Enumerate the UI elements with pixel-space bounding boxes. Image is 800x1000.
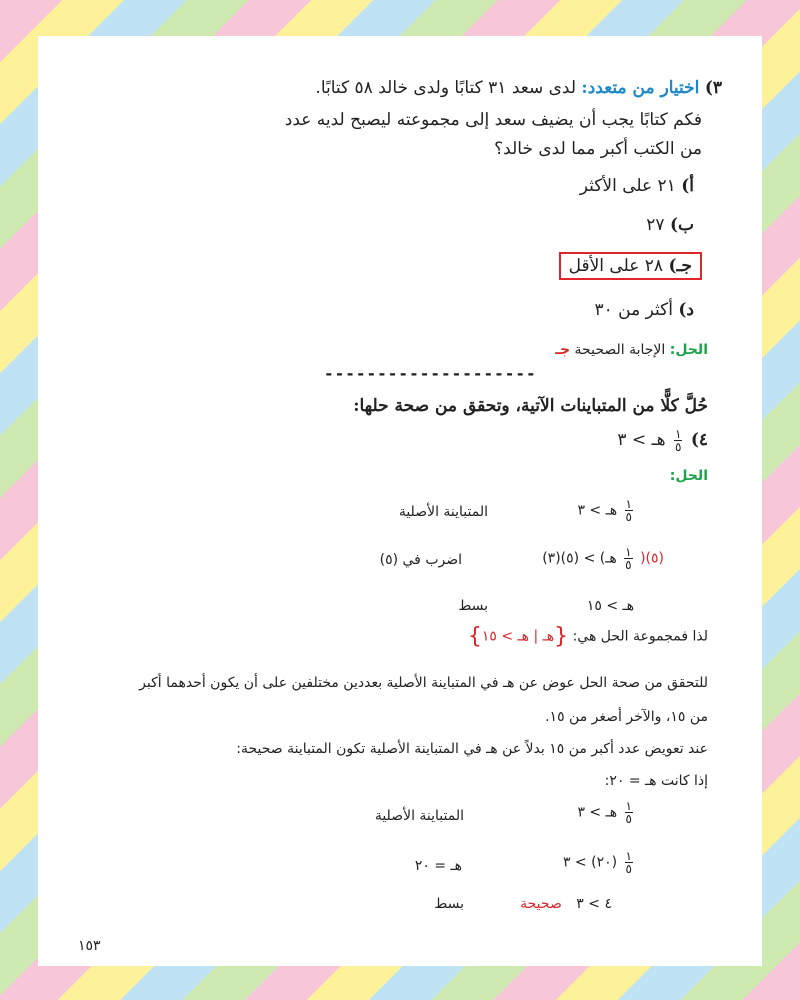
step-3-expression: هـ > ١٥ xyxy=(586,598,634,614)
verify-step-3-expression: ٤ > ٣ xyxy=(576,896,612,912)
question-3-solution-label: الحل: xyxy=(669,342,708,358)
solution-set-content: هـ | هـ > ١٥ xyxy=(481,628,555,645)
verify-line3: عند تعويض عدد أكبر من ١٥ بدلاً عن هـ في المتباينة الأصلية تكون المتباينة صحيحة: xyxy=(236,741,708,757)
option-d-label: د) xyxy=(678,300,694,320)
verify-step-3-note: بسط xyxy=(434,896,464,912)
option-c-correct xyxy=(559,252,702,280)
question-3-keyword: اختيار من متعدد: xyxy=(581,78,700,98)
page-number: ١٥٣ xyxy=(78,938,101,954)
page-sheet xyxy=(38,36,762,966)
option-d xyxy=(595,300,694,320)
verify-line4: إذا كانت هـ = ٢٠: xyxy=(604,773,708,789)
verify-step-2-note: هـ = ٢٠ xyxy=(414,858,462,874)
step-2-fraction: $\frac{١}{٥}$ xyxy=(625,545,632,572)
option-a xyxy=(580,176,694,196)
verify-step-2-expression: $\frac{١}{٥}$ (٢٠) > ٣ xyxy=(562,849,632,876)
step-1-note: المتباينة الأصلية xyxy=(398,504,488,520)
question-4-expression: هـ > ٣ xyxy=(617,430,666,450)
step-1-fraction: $\frac{١}{٥}$ xyxy=(625,497,632,524)
question-3-solution-answer: جـ xyxy=(555,342,571,358)
verify-step-1-fraction: $\frac{١}{٥}$ xyxy=(625,799,632,826)
verify-step-3 xyxy=(520,896,612,912)
step-3-note: بسط xyxy=(458,598,488,614)
question-4-solution-label: الحل: xyxy=(669,468,708,484)
question-3-text-line1: لدى سعد ٣١ كتابًا ولدى خالد ٥٨ كتابًا. xyxy=(315,78,577,98)
question-4-fraction: $\frac{١}{٥}$ xyxy=(674,427,682,454)
step-2-note: اضرب في (٥) xyxy=(379,552,462,568)
solution-set: لذا فمجموعة الحل هي: {هـ | هـ > ١٥} xyxy=(467,624,708,649)
question-3-number: ٣) xyxy=(704,78,722,98)
option-a-text: ٢١ على الأكثر xyxy=(579,176,676,196)
question-3-line1 xyxy=(315,78,722,98)
verify-step-2-fraction: $\frac{١}{٥}$ xyxy=(625,849,632,876)
verify-step-1-expression: $\frac{١}{٥}$ هـ > ٣ xyxy=(577,799,632,826)
solution-set-prefix: لذا فمجموعة الحل هي: xyxy=(572,628,708,645)
verify-paragraph-line2: من ١٥، والآخر أصغر من ١٥. xyxy=(545,709,708,725)
section-heading: حُلَّ كلًّا من المتباينات الآتية، وتحقق من صحة حلها: xyxy=(353,396,708,416)
option-a-label: أ) xyxy=(681,176,694,196)
option-b-label: ب) xyxy=(669,215,694,235)
verify-step-3-true: صحيحة xyxy=(520,896,562,912)
question-3-text-line2: فكم كتابًا يجب أن يضيف سعد إلى مجموعته ليصبح لديه عدد xyxy=(284,110,702,130)
option-b xyxy=(646,215,694,235)
question-3-solution-text: الإجابة الصحيحة xyxy=(574,342,666,358)
question-4-number: ٤) xyxy=(690,430,708,450)
step-1-expression: $\frac{١}{٥}$ هـ > ٣ xyxy=(577,497,632,524)
verify-step-1-note: المتباينة الأصلية xyxy=(374,808,464,824)
option-c-label: جـ) xyxy=(668,256,692,276)
question-3-solution xyxy=(555,342,708,358)
step-2-expression: (٥)( $\frac{١}{٥}$ هـ) > (٥)(٣) xyxy=(542,545,664,572)
question-3-text-line3: من الكتب أكبر مما لدى خالد؟ xyxy=(494,139,702,159)
option-c-text: ٢٨ على الأقل xyxy=(568,256,664,276)
section-divider: -------------------- xyxy=(324,364,537,383)
option-b-text: ٢٧ xyxy=(646,215,665,235)
verify-paragraph-line1: للتحقق من صحة الحل عوض عن هـ في المتباينة الأصلية بعددين مختلفين على أن يكون أحدهما أكبر xyxy=(139,675,708,691)
option-d-text: أكثر من ٣٠ xyxy=(594,300,673,320)
question-4 xyxy=(617,428,708,453)
